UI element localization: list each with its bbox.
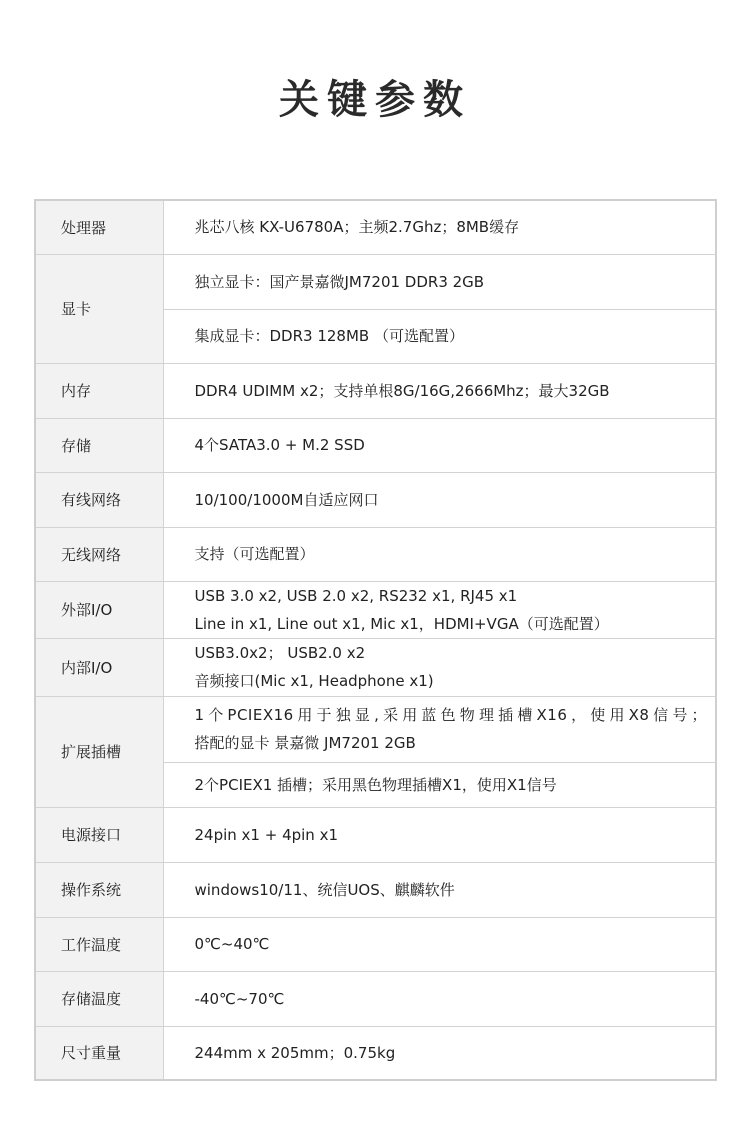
spec-value (163, 762, 716, 807)
spec-key: 存储 (35, 418, 163, 472)
spec-value-line: windows10/11、统信UOS、麒麟软件 (194, 880, 455, 899)
spec-value (163, 971, 716, 1026)
spec-value-line: 24pin x1 + 4pin x1 (194, 825, 339, 844)
spec-key: 内存 (35, 363, 163, 418)
spec-key: 存储温度 (35, 971, 163, 1026)
spec-key: 电源接口 (35, 807, 163, 862)
spec-table (34, 199, 717, 1081)
spec-value-line: 支持（可选配置） (194, 545, 315, 563)
spec-row-storage-temp (35, 971, 716, 1026)
spec-value-line: 4个SATA3.0 + M.2 SSD (194, 436, 365, 454)
spec-value-line: 集成显卡：DDR3 128MB （可选配置） (194, 327, 464, 345)
spec-value-line: 兆芯八核 KX-U6780A；主频2.7Ghz；8MB缓存 (194, 218, 520, 237)
spec-value (163, 807, 716, 862)
spec-key: 操作系统 (35, 862, 163, 917)
spec-value-line: 0℃~40℃ (194, 935, 270, 953)
spec-value (163, 418, 716, 472)
spec-row-power (35, 807, 716, 862)
spec-value-line: DDR4 UDIMM x2；支持单根8G/16G,2666Mhz；最大32GB (194, 381, 610, 400)
page-title: 关键参数 (279, 77, 471, 123)
spec-key: 显卡 (35, 254, 163, 363)
spec-key: 内部I/O (35, 638, 163, 696)
spec-row-os (35, 862, 716, 917)
spec-row-wireless-network (35, 527, 716, 581)
spec-row-cpu (35, 200, 716, 254)
spec-key: 扩展插槽 (35, 696, 163, 807)
spec-value-line: USB3.0x2； USB2.0 x2 (194, 644, 366, 662)
spec-value (163, 696, 716, 762)
spec-value (163, 472, 716, 527)
spec-row-memory (35, 363, 716, 418)
spec-row-operating-temp (35, 917, 716, 971)
spec-value (163, 363, 716, 418)
spec-value-line: Line in x1, Line out x1, Mic x1，HDMI+VGA（可选配置） (194, 614, 609, 633)
spec-value (163, 862, 716, 917)
spec-key: 工作温度 (35, 917, 163, 971)
spec-row-external-io (35, 581, 716, 638)
spec-value (163, 527, 716, 581)
spec-value-line: 独立显卡：国产景嘉微JM7201 DDR3 2GB (194, 272, 485, 291)
spec-value (163, 200, 716, 254)
spec-key: 外部I/O (35, 581, 163, 638)
spec-value-line: 2个PCIEX1 插槽；采用黑色物理插槽X1，使用X1信号 (194, 775, 557, 794)
spec-value-line: USB 3.0 x2, USB 2.0 x2, RS232 x1, RJ45 x1 (194, 586, 518, 605)
spec-key: 尺寸重量 (35, 1026, 163, 1080)
spec-row-internal-io (35, 638, 716, 696)
spec-row-size-weight (35, 1026, 716, 1080)
spec-key: 无线网络 (35, 527, 163, 581)
spec-value (163, 917, 716, 971)
spec-row-wired-network (35, 472, 716, 527)
spec-value (163, 254, 716, 309)
spec-value (163, 309, 716, 363)
spec-key: 处理器 (35, 200, 163, 254)
spec-value (163, 1026, 716, 1080)
spec-value-line: 244mm x 205mm；0.75kg (194, 1043, 396, 1062)
spec-row-gpu (35, 254, 716, 309)
spec-value (163, 638, 716, 696)
spec-value-line: 1个PCIEX16用于独显,采用蓝色物理插槽X16，使用X8信号； (194, 706, 707, 724)
spec-row-expansion-slots (35, 696, 716, 762)
spec-value-line: 10/100/1000M自适应网口 (194, 490, 379, 509)
spec-row-storage (35, 418, 716, 472)
spec-value-line: -40℃~70℃ (194, 989, 285, 1008)
spec-key: 有线网络 (35, 472, 163, 527)
spec-value (163, 581, 716, 638)
spec-value-line: 音频接口(Mic x1, Headphone x1) (194, 672, 434, 690)
spec-value-line: 搭配的显卡 景嘉微 JM7201 2GB (194, 734, 416, 752)
